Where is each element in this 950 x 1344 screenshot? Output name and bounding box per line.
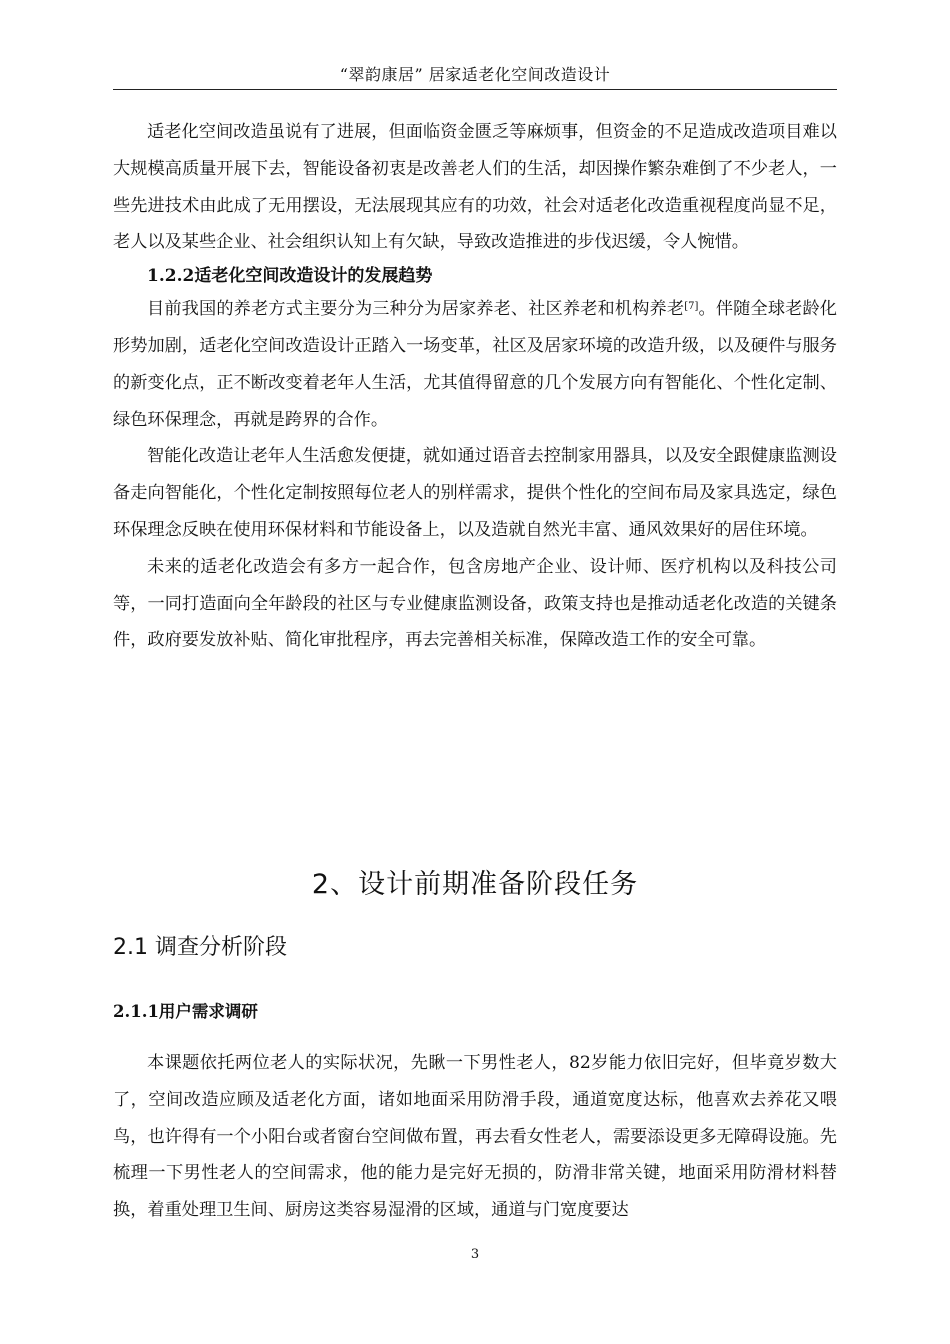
paragraph-trends [113,291,837,438]
section-2-1-title: 2.1 调查分析阶段 [113,935,287,960]
paragraph-smart-renovation: 智能化改造让老年人生活愈发便捷，就如通过语音去控制家用器具，以及安全跟健康监测设备走向智能化，个性化定制按照每位老人的别样需求，提供个性化的空间布局及家具选定，绿色环保理念反映在使用环保材料和节能设备上，以及造就自然光丰富、通风效果好的居住环境。 [113,446,837,540]
chapter-2-title: 2、设计前期准备阶段任务 [311,869,639,900]
paragraph-trends-part2: 。伴随全球老龄化形势加剧，适老化空间改造设计正踏入一场变革，社区及居家环境的改造升级，以及硬件与服务的新变化点，正不断改变着老年人生活，尤其值得留意的几个发展方向有智能化、个性化定制、绿色环保理念，再就是跨界的合作。 [113,299,837,430]
subsection-2-1-1-title: 2.1.1用户需求调研 [113,1002,258,1021]
page-number: 3 [470,1247,480,1262]
paragraph-trends-part1: 目前我国的养老方式主要分为三种分为居家养老、社区养老和机构养老 [147,299,685,320]
page-header: “翠韵康居” 居家适老化空间改造设计 [339,65,611,84]
paragraph-future-cooperation: 未来的适老化改造会有多方一起合作，包含房地产企业、设计师、医疗机构以及科技公司等，一同打造面向全年龄段的社区与专业健康监测设备，政策支持也是推动适老化改造的关键条件，政府要发放补贴、简化审批程序，再去完善相关标准，保障改造工作的安全可靠。 [113,556,837,651]
citation-ref-7[interactable]: [7] [684,301,699,313]
header-rule [113,89,837,90]
paragraph-challenges: 适老化空间改造虽说有了进展，但面临资金匮乏等麻烦事，但资金的不足造成改造项目难以大规模高质量开展下去，智能设备初衷是改善老人们的生活，却因操作繁杂难倒了不少老人，一些先进技术由此成了无用摆设，无法展现其应有的功效，社会对适老化改造重视程度尚显不足，老人以及某些企业、社会组织认知上有欠缺，导致改造推进的步伐迟缓，令人惋惜。 [113,122,837,253]
paragraph-user-needs: 本课题依托两位老人的实际状况，先瞅一下男性老人，82岁能力依旧完好，但毕竟岁数大了，空间改造应顾及适老化方面，诸如地面采用防滑手段，通道宽度达标，他喜欢去养花又喂鸟，也许得有一个小阳台或者窗台空间做布置，再去看女性老人，需要添设更多无障碍设施。先梳理一下男性老人的空间需求，他的能力是完好无损的，防滑非常关键，地面采用防滑材料替换，着重处理卫生间、厨房这类容易湿滑的区域，通道与门宽度要达 [113,1053,837,1221]
subheading-1-2-2: 1.2.2适老化空间改造设计的发展趋势 [147,266,433,287]
body-text-2 [113,1045,837,1229]
body-text [113,114,837,659]
